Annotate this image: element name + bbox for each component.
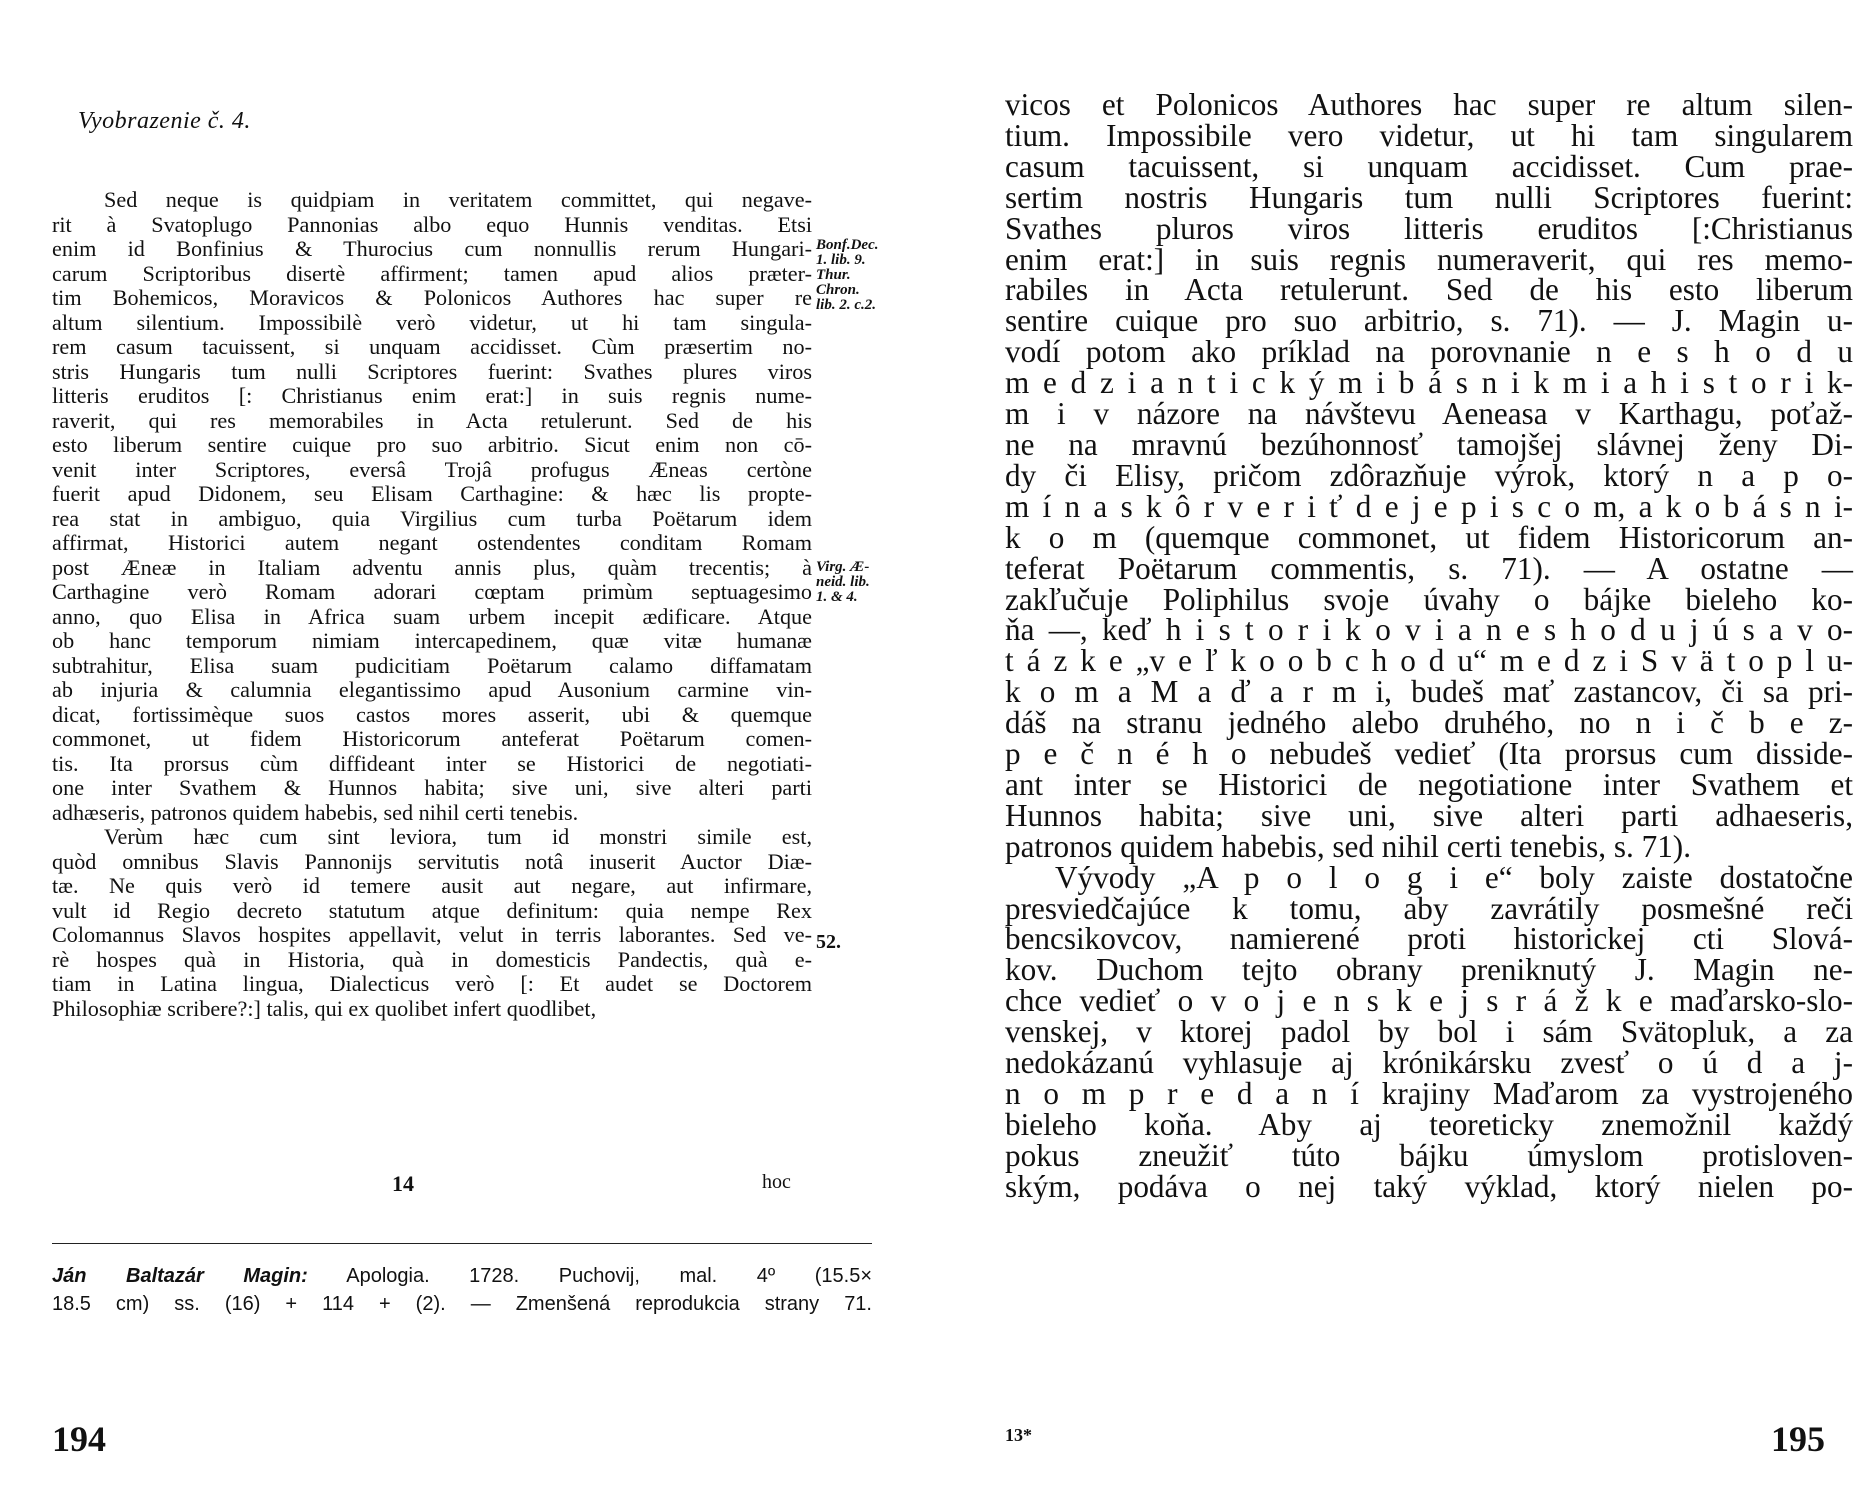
latin-line: tæ. Ne quis verò id temere ausit aut negare, aut infirmare, xyxy=(52,873,812,898)
body-line: bencsikovcov, namierené proti historickej cti Slová- xyxy=(1005,921,1853,957)
body-line: p e č n é h o nebudeš vedieť (Ita prorsus cum dissidе- xyxy=(1005,736,1853,772)
body-line: sertim nostris Hungaris tum nulli Scriptores fuerint: xyxy=(1005,179,1853,215)
body-line: Svathes pluros viros litteris eruditos [:Christianus xyxy=(1005,210,1853,246)
body-line: pokus zneužiť túto bájku úmyslom protisloven- xyxy=(1005,1137,1853,1173)
latin-line: post Æneæ in Italiam adventu annis plus, quàm trecentis; à xyxy=(52,554,812,580)
latin-line: one inter Svathem & Hunnos habita; sive uni, sive alteri parti xyxy=(52,775,812,800)
body-line: ským, podáva o nej taký výklad, ktorý nielen po- xyxy=(1005,1168,1853,1204)
margin-note-line: neid. lib. xyxy=(816,574,870,590)
body-line: bieleho koňa. Aby aj teoreticky znemožnil každý xyxy=(1005,1106,1853,1142)
latin-line: anno, quo Elisa in Africa suam urbem incepit ædificare. Atque xyxy=(52,603,812,629)
caption-line-1 xyxy=(52,1262,872,1290)
body-line: vicos et Polonicos Authores hac super re altum silen- xyxy=(1005,87,1853,122)
body-line: k o m (quemque commonet, ut fidem Historicorum an- xyxy=(1005,519,1853,555)
body-line: teferat Poëtarum commentis, s. 71). — A ostatne — xyxy=(1005,550,1853,586)
latin-line: Colomannus Slavos hospites appellavit, velut in terris laborantes. Sed ve- xyxy=(52,922,812,947)
body-line: sentire cuique pro suo arbitrio, s. 71). — J. Magin u- xyxy=(1005,303,1853,339)
latin-line: rea stat in ambiguo, quia Virgilius cum turba Poëtarum idem xyxy=(52,505,812,531)
latin-line: fuerit apud Didonem, seu Elisam Carthagine: & hæc lis propte- xyxy=(52,481,812,506)
latin-line: dicat, fortissimèque suos castos mores asserit, ubi & quemque xyxy=(52,701,812,727)
latin-line: subtrahitur, Elisa suam pudicitiam Poëtarum calamo diffamatam xyxy=(52,652,812,678)
catchword: hoc xyxy=(762,1171,791,1193)
page-number-right: 195 xyxy=(1771,1419,1825,1459)
body-line: dy či Elisy, pričom zdôrazňuje výrok, ktorý n a p o- xyxy=(1005,457,1853,493)
body-line: casum tacuissent, si unquam accidisset. Cum prae- xyxy=(1005,148,1853,184)
latin-line: rem casum tacuissent, si unquam accidisset. Cùm præsertim no- xyxy=(52,334,812,359)
latin-line: ob hanc temporum nimiam intercapedinem, quæ vitæ humanæ xyxy=(52,628,812,653)
latin-line: adhæseris, patronos quidem habebis, sed nihil certi tenebis. xyxy=(52,799,579,825)
body-line: chce vedieť o v o j e n s k e j s r á ž k e maďarsko-slo- xyxy=(1005,983,1853,1019)
margin-note-sources xyxy=(816,238,926,313)
latin-facsimile-text xyxy=(52,188,812,1021)
body-line: m í n a s k ô r v e r i ť d e j e p i s c o m, a k o b á s n i- xyxy=(1005,488,1853,524)
body-line: Hunnos habita; sive uni, sive alteri parti adhaeseris, xyxy=(1005,797,1853,833)
slovak-body-text xyxy=(1005,87,1853,1204)
margin-note-line: 1. & 4. xyxy=(816,589,858,605)
margin-number: 52. xyxy=(816,931,841,953)
latin-line: esto liberum sentire cuique pro suo arbitrio. Sicut enim non cō- xyxy=(52,432,812,457)
margin-note-line: 1. lib. 9. xyxy=(816,252,866,268)
latin-line: Verùm hæc cum sint leviora, tum id monstri simile est, xyxy=(104,824,812,849)
latin-line: rè hospes quà in Historia, quà in domesticis Pandectis, quà e- xyxy=(52,946,812,972)
latin-line: stris Hungaris tum nulli Scriptores fuerint: Svathes plures viros xyxy=(52,358,812,384)
margin-note-virgil xyxy=(816,560,926,605)
right-page xyxy=(935,0,1870,1500)
caption-line-2: 18.5 cm) ss. (16) + 114 + (2). — Zmenšená reprodukcia strany 71. xyxy=(52,1293,872,1315)
latin-line: tim Bohemicos, Moravicos & Polonicos Authores hac super re xyxy=(52,285,812,310)
latin-line: carum Scriptoribus disertè affirment; tamen apud alios præter- xyxy=(52,260,812,286)
body-line: kov. Duchom tejto obrany preniknutý J. Magin ne- xyxy=(1005,952,1853,988)
figure-label: Vyobrazenie č. 4. xyxy=(78,108,251,134)
latin-line: tis. Ita prorsus cùm diffideant inter se Historici de negotiati- xyxy=(52,750,812,776)
signature-mark: 13* xyxy=(1005,1425,1032,1445)
body-line: m e d z i a n t i c k ý m i b á s n i k m i a h i s t o r i k- xyxy=(1005,365,1853,401)
body-line: patronos quidem habebis, sed nihil certi tenebis, s. 71). xyxy=(1005,828,1691,864)
latin-line: commonet, ut fidem Historicorum anteferat Poëtarum comen- xyxy=(52,726,812,751)
margin-note-line: Thur. xyxy=(816,267,851,283)
body-line: zakľučuje Poliphilus svoje úvahy o bájke bieleho ko- xyxy=(1005,581,1853,617)
body-line: ant inter se Historici de negotiatione inter Svathem et xyxy=(1005,766,1853,802)
latin-line: tiam in Latina lingua, Dialecticus verò [: Et audet se Doctorem xyxy=(52,971,812,996)
body-line: nedokázanú vyhlasuje aj krónikársku zvesť o ú d a j- xyxy=(1005,1045,1853,1081)
body-line: ne na mravnú bezúhonnosť tamojšej slávnej ženy Di- xyxy=(1005,426,1853,462)
body-line: n o m p r e d a n í krajiny Maďarom za vystrojeného xyxy=(1005,1076,1853,1111)
margin-note-line: Virg. Æ- xyxy=(816,559,870,575)
latin-line: Sed neque is quidpiam in veritatem committet, qui negave- xyxy=(104,187,812,212)
caption-author: Ján Baltazár Magin: xyxy=(52,1265,308,1287)
caption-rule xyxy=(52,1243,872,1244)
latin-line: vult id Regio decreto statutum atque definitum: quia nempe Rex xyxy=(52,897,812,923)
latin-line: quòd omnibus Slavis Pannonijs servitutis notâ inuserit Auctor Diæ- xyxy=(52,848,812,874)
latin-line: rit à Svatoplugo Pannonias albo equo Hunnis venditas. Etsi xyxy=(52,211,812,237)
body-line: k o m a M a ď a r m i, budeš mať zastancov, či sa pri- xyxy=(1005,674,1853,710)
body-line: venskej, v ktorej padol by bol i sám Svätopluk, a za xyxy=(1005,1014,1853,1050)
latin-line: Carthagine verò Romam adorari cœptam primùm septuagesimo xyxy=(52,579,812,604)
caption-title: Apologia. 1728. Puchovij, mal. 4º (15.5× xyxy=(346,1265,873,1287)
latin-line: litteris eruditos [: Christianus enim erat:] in suis regnis nume- xyxy=(52,383,812,408)
body-line: m i v názore na návštevu Aeneasa v Karthagu, poťaž- xyxy=(1005,396,1853,432)
body-line: ňa —, keď h i s t o r i k o v i a n e s h o d u j ú s a v o- xyxy=(1005,612,1853,648)
latin-line: altum silentium. Impossibilè verò videtur, ut hi tam singula- xyxy=(52,309,812,335)
page-signature: 14 xyxy=(392,1171,414,1196)
body-line: presviedčajúce k tomu, aby zavrátily posmešné reči xyxy=(1005,890,1853,926)
margin-note-line: lib. 2. c.2. xyxy=(816,297,876,313)
latin-line: enim id Bonfinius & Thurocius cum nonnullis rerum Hungari- xyxy=(52,236,812,261)
latin-line: venit inter Scriptores, eversâ Trojâ profugus Æneas certòne xyxy=(52,456,812,482)
body-line: tium. Impossibile vero videtur, ut hi tam singularem xyxy=(1005,117,1853,153)
figure-caption xyxy=(52,1262,872,1318)
body-line: vodí potom ako príklad na porovnanie n e s h o d u xyxy=(1005,334,1853,370)
margin-note-line: Chron. xyxy=(816,282,860,298)
latin-line: affirmat, Historici autem negant ostendentes conditam Romam xyxy=(52,530,812,555)
body-line: t á z k e „v e ľ k o o b c h o d u“ m e d z i S v ä t o p l u- xyxy=(1005,643,1853,679)
page-number-left: 194 xyxy=(52,1419,106,1459)
body-line: dáš na stranu jedného alebo druhého, no n i č b e z- xyxy=(1005,705,1853,741)
latin-line: Philosophiæ scribere?:] talis, qui ex quolibet infert quodlibet, xyxy=(52,995,597,1021)
body-line: rabiles in Acta retulerunt. Sed de his esto liberum xyxy=(1005,272,1853,308)
latin-line: ab injuria & calumnia elegantissimo apud Ausonium carmine vin- xyxy=(52,677,812,702)
margin-note-line: Bonf.Dec. xyxy=(816,237,879,253)
body-line: Vývody „A p o l o g i e“ boly zaiste dostatočne xyxy=(1055,859,1853,895)
body-line: enim erat:] in suis regnis numeraverit, qui res memo- xyxy=(1005,241,1853,277)
latin-line: raverit, qui res memorabiles in Acta retulerunt. Sed de his xyxy=(52,407,812,433)
